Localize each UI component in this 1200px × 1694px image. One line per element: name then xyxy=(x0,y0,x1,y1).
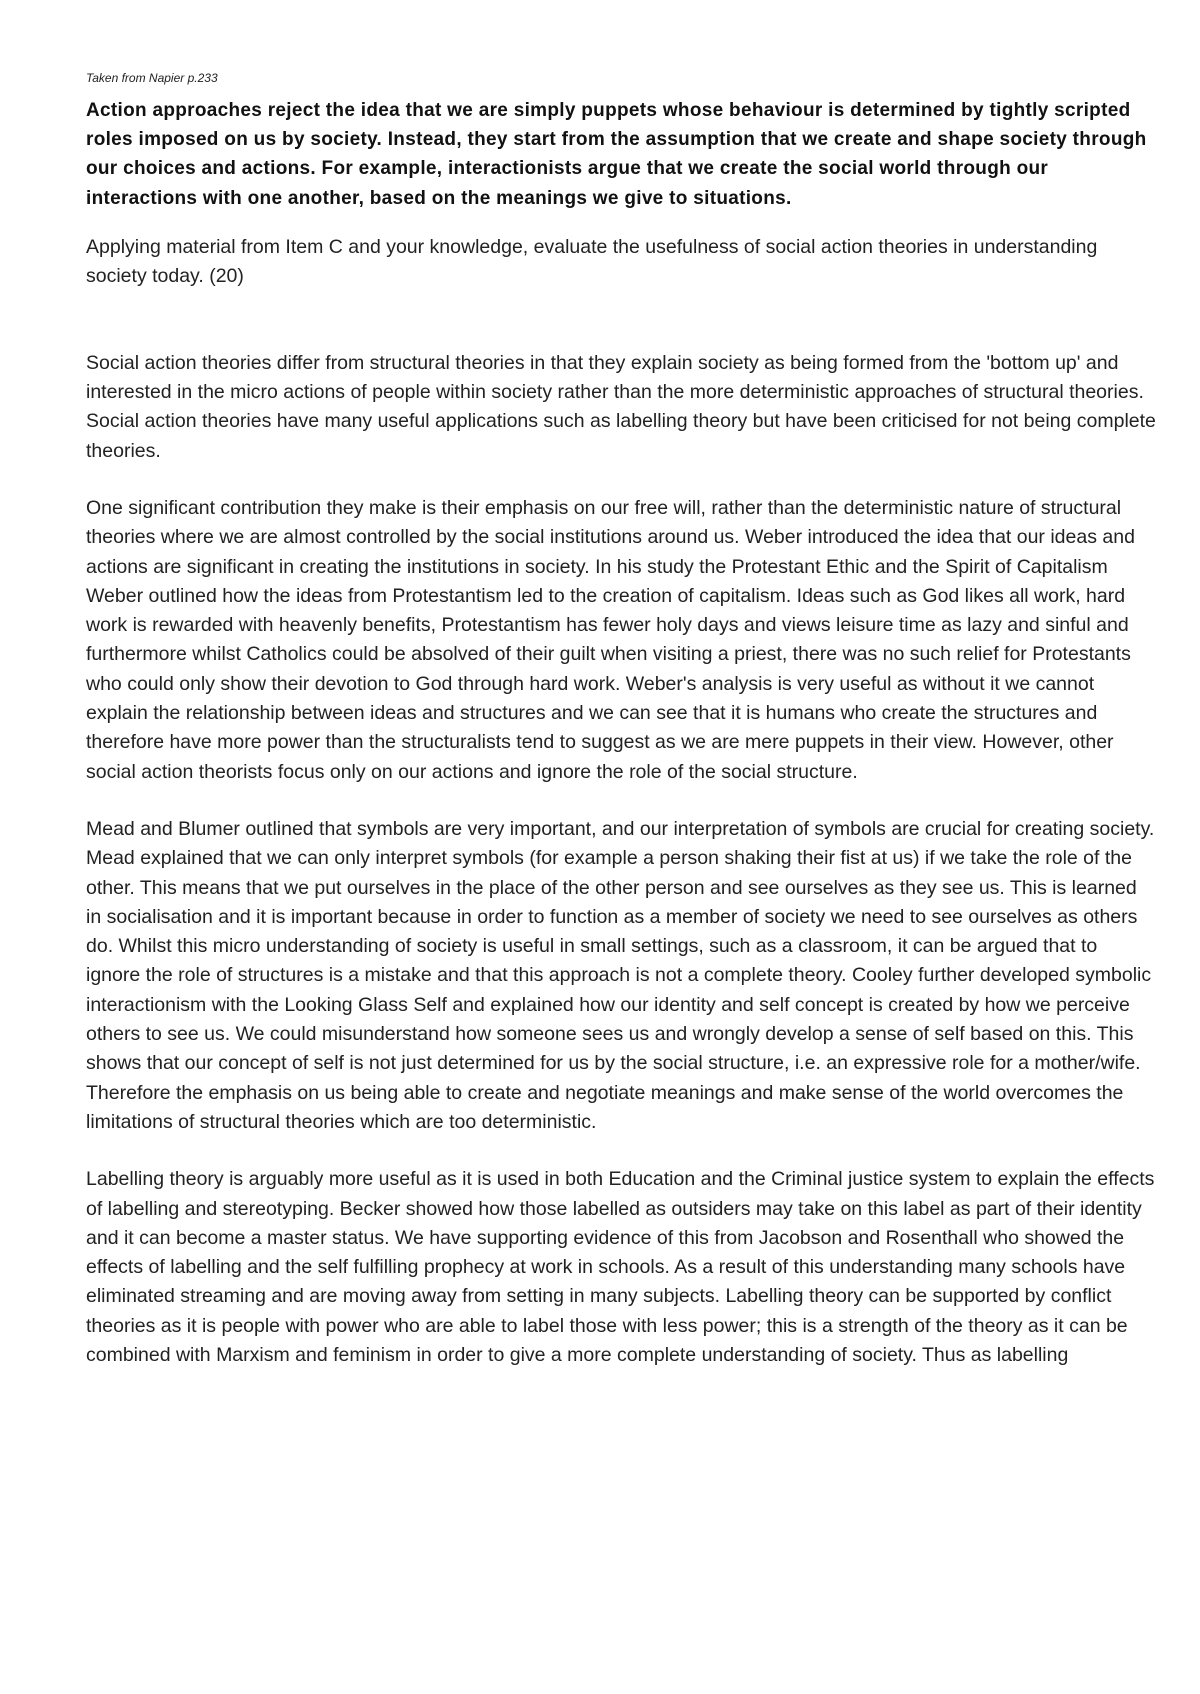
essay-paragraph-1: Social action theories differ from structural theories in that they explain society as being formed from the 'bottom up' and interested in the micro actions of people within society rather than the more deterministic approaches of structural theories. Social action theories have many useful applications such as labelling theory but have been criticised for not being complete theories. xyxy=(86,351,1156,462)
essay-paragraph-4: Labelling theory is arguably more useful as it is used in both Education and the Criminal justice system to explain the effects of labelling and stereotyping. Becker showed how those labelled as outsiders may take on this label as part of their identity and it can become a master status. We have supporting evidence of this from Jacobson and Rosenthall who showed the effects of labelling and the self fulfilling prophecy at work in schools. As a result of this understanding many schools have eliminated streaming and are moving away from setting in many subjects. Labelling theory can be supported by conflict theories as it is people with power who are able to label those with less power; this is a strength of the theory as it can be combined with Marxism and feminism in order to give a more complete understanding of society. Thus as labelling xyxy=(86,1168,1155,1367)
essay-paragraph-2: One significant contribution they make is their emphasis on our free will, rather than the deterministic nature of structural theories where we are almost controlled by the social institutions around us. Weber introduced the idea that our ideas and actions are significant in creating the institutions in society. In his study the Protestant Ethic and the Spirit of Capitalism Weber outlined how the ideas from Protestantism led to the creation of capitalism. Ideas such as God likes all work, hard work is rewarded with heavenly benefits, Protestantism has fewer holy days and views leisure time as lazy and sinful and furthermore whilst Catholics could be absolved of their guilt when visiting a priest, there was no such relief for Protestants who could only show their devotion to God through hard work. Weber's analysis is very useful as without it we cannot explain the relationship between ideas and structures and we can see that it is humans who create the structures and therefore have more power than the structuralists tend to suggest as we are mere puppets in their view. However, other social action theorists focus only on our actions and ignore the role of the social structure. xyxy=(86,497,1135,783)
essay-question: Applying material from Item C and your knowledge, evaluate the usefulness of social action theories in understanding society today. (20) xyxy=(86,235,1098,287)
source-note: Taken from Napier p.233 xyxy=(86,71,218,85)
document-body xyxy=(86,70,1156,1398)
item-c-extract: Action approaches reject the idea that we are simply puppets whose behaviour is determined by tightly scripted roles imposed on us by society. Instead, they start from the assumption that we create and shape society through our choices and actions. For example, interactionists argue that we create the social world through our interactions with one another, based on the meanings we give to situations. xyxy=(86,100,1147,209)
essay-paragraph-3: Mead and Blumer outlined that symbols are very important, and our interpretation of symbols are crucial for creating society. Mead explained that we can only interpret symbols (for example a person shaking their fist at us) if we take the role of the other. This means that we put ourselves in the place of the other person and see ourselves as they see us. This is learned in socialisation and it is important because in order to function as a member of society we need to see ourselves as others do. Whilst this micro understanding of society is useful in small settings, such as a classroom, it can be argued that to ignore the role of structures is a mistake and that this approach is not a complete theory. Cooley further developed symbolic interactionism with the Looking Glass Self and explained how our identity and self concept is created by how we perceive others to see us. We could misunderstand how someone sees us and wrongly develop a sense of self based on this. This shows that our concept of self is not just determined for us by the social structure, i.e. an expressive role for a mother/wife. Therefore the emphasis on us being able to create and negotiate meanings and make sense of the world overcomes the limitations of structural theories which are too deterministic. xyxy=(86,817,1155,1133)
